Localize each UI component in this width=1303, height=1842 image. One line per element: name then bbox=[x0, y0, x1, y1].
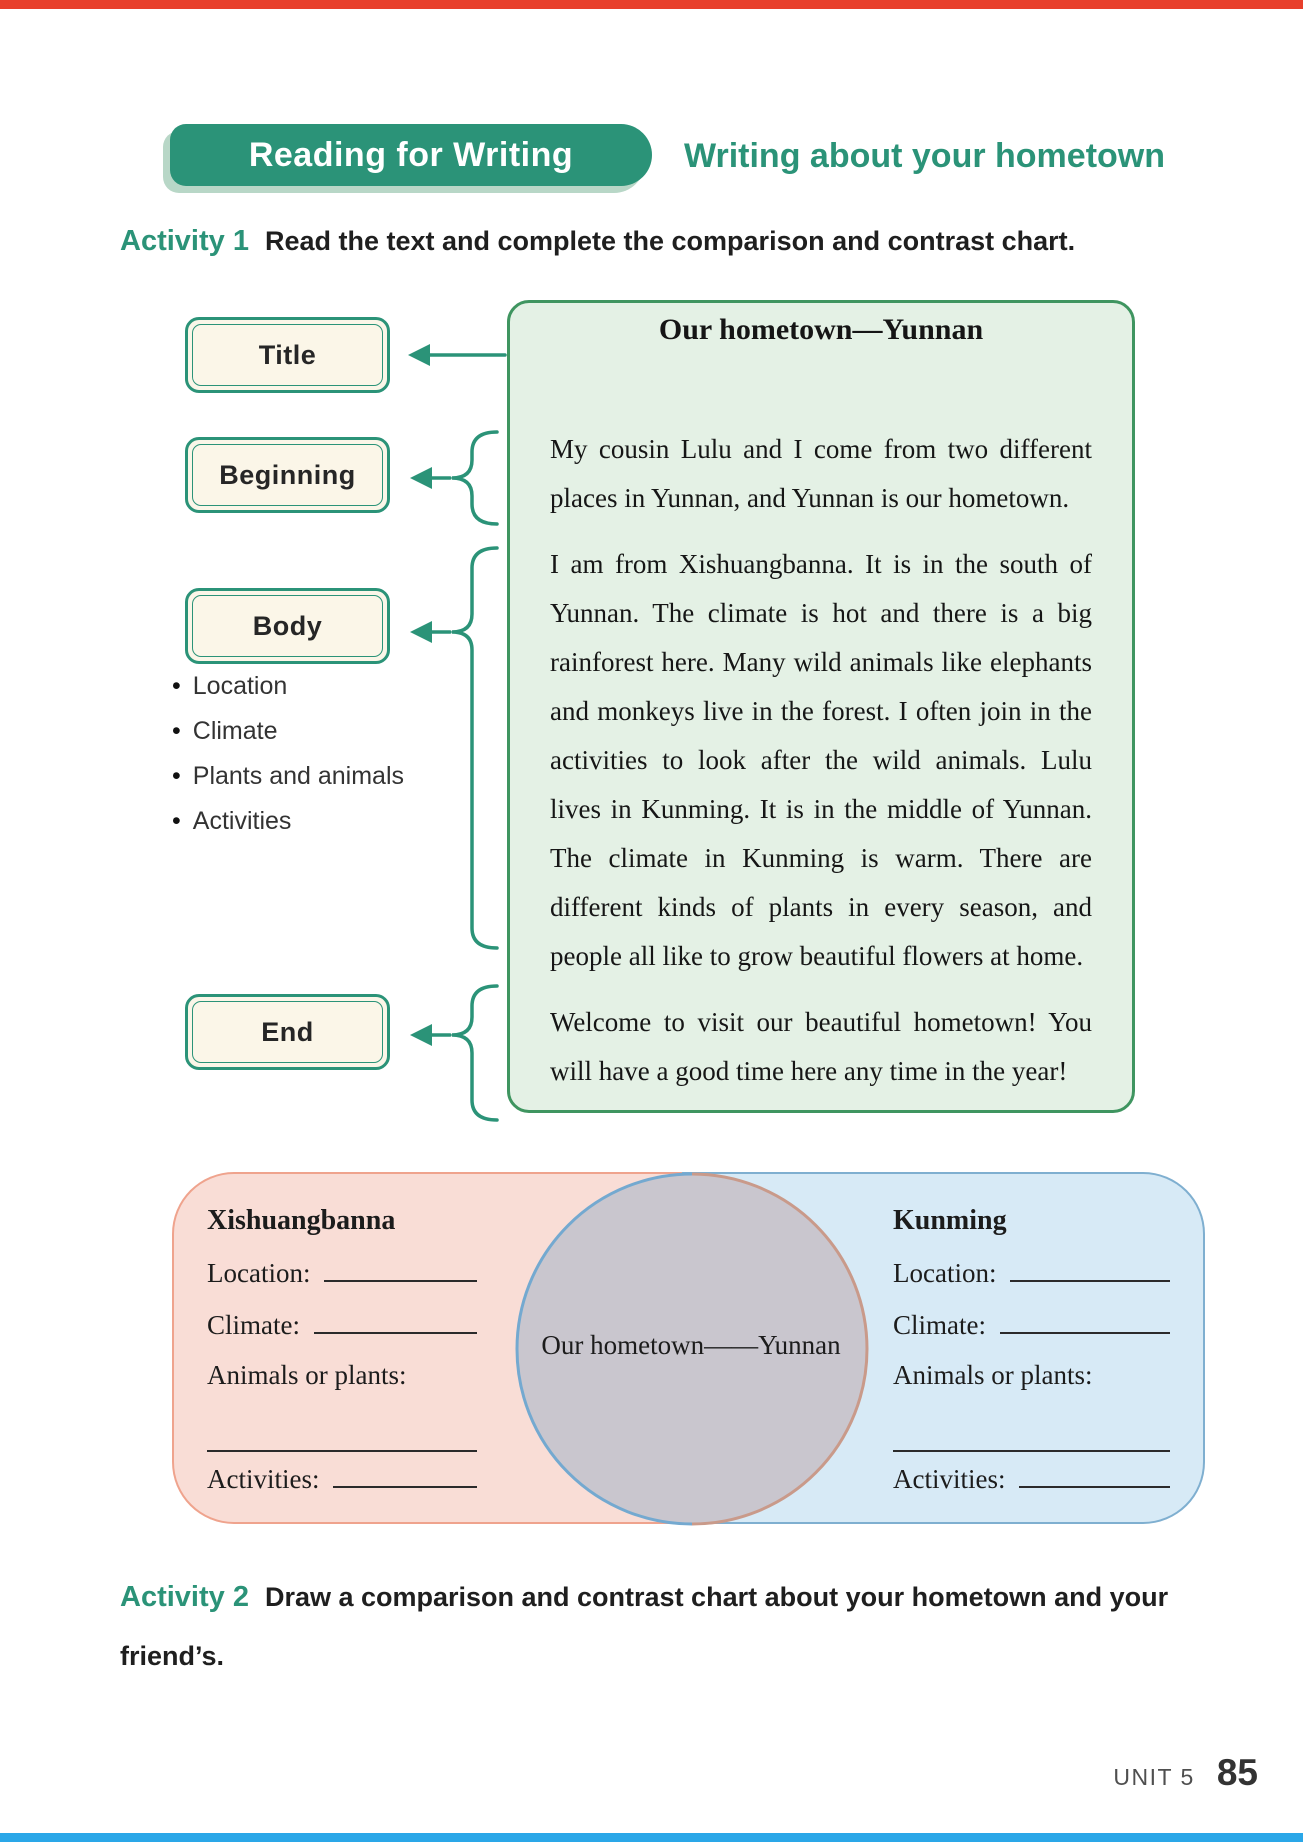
bullet-item: • Plants and animals bbox=[172, 754, 404, 799]
passage-paragraph-beginning: My cousin Lulu and I come from two different places in Yunnan, and Yunnan is our hometown. bbox=[550, 434, 1092, 513]
passage-title: Our hometown—Yunnan bbox=[658, 313, 984, 346]
outline-box-body bbox=[185, 588, 390, 664]
section-subtitle: Writing about your hometown bbox=[684, 137, 1165, 175]
passage-paragraph-body: I am from Xishuangbanna. It is in the south of Yunnan. The climate is hot and there is a big rainforest here. Many wild animals like elephants and monkeys live in the forest. I often join in the activities to look after the wild animals. Lulu lives in Kunming. It is in the middle of Yunnan. The climate in Kunming is warm. There are different kinds of plants in every season, and people all like to grow beautiful flowers at home. bbox=[550, 549, 1092, 971]
plaque-bump-icon bbox=[209, 980, 251, 997]
location-blank-line bbox=[324, 1246, 477, 1282]
bullet-item: • Location bbox=[172, 664, 404, 709]
top-edge-bar bbox=[0, 0, 1303, 9]
climate-blank-line bbox=[314, 1298, 477, 1334]
venn-right-location-row bbox=[893, 1246, 1170, 1298]
arrowhead-icon-beginning bbox=[410, 467, 432, 489]
outline-box-end bbox=[185, 994, 390, 1070]
brace-icon-end bbox=[452, 986, 497, 1120]
climate-label: Climate: bbox=[207, 1310, 300, 1340]
bottom-edge-bar bbox=[0, 1833, 1303, 1842]
outline-box-beginning bbox=[185, 437, 390, 513]
arrowhead-icon-body bbox=[410, 621, 432, 643]
section-banner-label: Reading for Writing bbox=[248, 135, 574, 174]
activity1-label: Activity 1 bbox=[120, 225, 249, 257]
climate-label: Climate: bbox=[893, 1310, 986, 1340]
venn-left-title: Xishuangbanna bbox=[207, 1205, 396, 1236]
outline-box-title bbox=[185, 317, 390, 393]
plaque-bump-icon bbox=[209, 303, 251, 320]
activity2-instruction: Draw a comparison and contrast chart about your hometown and your friend’s. bbox=[120, 1582, 1169, 1671]
location-blank-line bbox=[1010, 1246, 1170, 1282]
location-label: Location: bbox=[893, 1258, 997, 1288]
venn-left-climate-row bbox=[207, 1298, 477, 1350]
body-bullet-list bbox=[172, 664, 404, 844]
section-banner bbox=[170, 124, 652, 186]
activities-blank-line bbox=[333, 1452, 477, 1488]
outline-box-body-label: Body bbox=[252, 610, 323, 641]
animals-or-plants-label: Animals or plants: bbox=[893, 1360, 1093, 1390]
arrowhead-icon-title bbox=[408, 344, 430, 366]
bullet-item: • Climate bbox=[172, 709, 404, 754]
activity1-instruction: Read the text and complete the comparison and contrast chart. bbox=[264, 226, 1076, 256]
outline-box-title-label: Title bbox=[258, 339, 317, 370]
page-footer bbox=[1113, 1752, 1258, 1794]
venn-left-location-row bbox=[207, 1246, 477, 1298]
activities-label: Activities: bbox=[893, 1464, 1006, 1494]
passage-panel bbox=[507, 300, 1135, 1113]
outline-box-end-label: End bbox=[261, 1016, 314, 1047]
venn-right-activities-row bbox=[893, 1452, 1170, 1504]
venn-right-fields bbox=[893, 1196, 1170, 1504]
outline-box-beginning-label: Beginning bbox=[219, 459, 356, 490]
activity1-heading bbox=[120, 222, 1075, 265]
arrowhead-icon-end bbox=[410, 1024, 432, 1046]
page-number: 85 bbox=[1216, 1752, 1258, 1793]
plaque-bump-icon bbox=[209, 423, 251, 440]
passage-paragraph-end: Welcome to visit our beautiful hometown! You will have a good time here any time in the year! bbox=[550, 1007, 1092, 1086]
activity2-label: Activity 2 bbox=[120, 1581, 249, 1613]
animals-blank-line bbox=[207, 1416, 477, 1452]
plaque-bump-icon bbox=[209, 574, 251, 591]
activities-label: Activities: bbox=[207, 1464, 320, 1494]
climate-blank-line bbox=[1000, 1298, 1170, 1334]
animals-or-plants-label: Animals or plants: bbox=[207, 1360, 407, 1390]
bullet-item: • Activities bbox=[172, 799, 404, 844]
animals-blank-line bbox=[893, 1416, 1170, 1452]
activities-blank-line bbox=[1019, 1452, 1170, 1488]
unit-label: UNIT 5 bbox=[1113, 1764, 1195, 1790]
activity2-heading bbox=[120, 1570, 1180, 1688]
venn-right-climate-row bbox=[893, 1298, 1170, 1350]
brace-icon-body bbox=[452, 548, 497, 948]
location-label: Location: bbox=[207, 1258, 311, 1288]
venn-left-animals-row bbox=[207, 1350, 477, 1400]
venn-left-fields bbox=[207, 1196, 477, 1504]
venn-right-title: Kunming bbox=[893, 1205, 1007, 1236]
brace-icon-beginning bbox=[452, 432, 497, 524]
venn-left-activities-row bbox=[207, 1452, 477, 1504]
venn-center-label: Our hometown——Yunnan bbox=[541, 1330, 841, 1360]
venn-right-animals-row bbox=[893, 1350, 1170, 1400]
